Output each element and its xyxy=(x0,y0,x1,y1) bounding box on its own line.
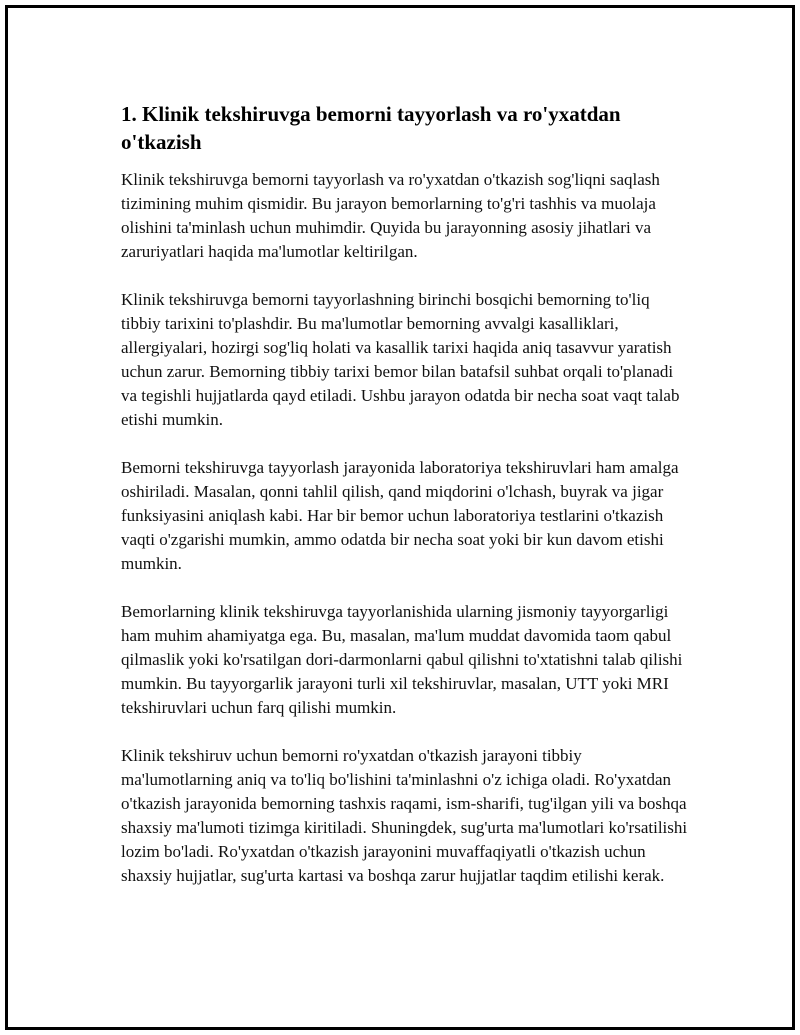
paragraph-4: Bemorlarning klinik tekshiruvga tayyorlanishida ularning jismoniy tayyorgarligi ham muhim ahamiyatga ega. Bu, masalan, ma'lum muddat davomida taom qabul qilmaslik yoki ko'rsatilgan dori-darmonlarni qabul qilishni to'xtatishni talab qilishi mumkin. Bu tayyorgarlik jarayoni turli xil tekshiruvlar, masalan, UTT yoki MRI tekshiruvlari uchun farq qilishi mumkin. xyxy=(121,602,683,717)
paragraph-5: Klinik tekshiruv uchun bemorni ro'yxatdan o'tkazish jarayoni tibbiy ma'lumotlarning aniq va to'liq bo'lishini ta'minlashni o'z ichiga oladi. Ro'yxatdan o'tkazish jarayonida bemorning tashxis raqami, ism-sharifi, tug'ilgan yili va boshqa shaxsiy ma'lumoti tizimga kiritiladi. Shuningdek, sug'urta ma'lumotlari ko'rsatilishi lozim bo'ladi. Ro'yxatdan o'tkazish jarayonini muvaffaqiyatli o'tkazish uchun shaxsiy hujjatlar, sug'urta kartasi va boshqa zarur hujjatlar taqdim etilishi kerak. xyxy=(121,746,688,885)
paragraph-1: Klinik tekshiruvga bemorni tayyorlash va ro'yxatdan o'tkazish sog'liqni saqlash tizimining muhim qismidir. Bu jarayon bemorlarning to'g'ri tashhis va muolaja olishini ta'minlash uchun muhimdir. Quyida bu jarayonning asosiy jihatlari va zaruriyatlari haqida ma'lumotlar keltirilgan. xyxy=(121,170,660,261)
paragraph-2: Klinik tekshiruvga bemorni tayyorlashning birinchi bosqichi bemorning to'liq tibbiy tarixini to'plashdir. Bu ma'lumotlar bemorning avvalgi kasalliklari, allergiyalari, hozirgi sog'liq holati va kasallik tarixi haqida aniq tasavvur yaratish uchun zarur. Bemorning tibbiy tarixi bemor bilan batafsil suhbat orqali to'planadi va tegishli hujjatlarda qayd etiladi. Ushbu jarayon odatda bir necha soat vaqt talab etishi mumkin. xyxy=(121,290,680,429)
page-frame xyxy=(5,5,795,1030)
document-body xyxy=(121,100,693,912)
paragraph-3: Bemorni tekshiruvga tayyorlash jarayonida laboratoriya tekshiruvlari ham amalga oshiriladi. Masalan, qonni tahlil qilish, qand miqdorini o'lchash, buyrak va jigar funksiyasini aniqlash kabi. Har bir bemor uchun laboratoriya testlarini o'tkazish vaqti o'zgarishi mumkin, ammo odatda bir necha soat yoki bir kun davom etishi mumkin. xyxy=(121,458,679,573)
section-heading: 1. Klinik tekshiruvga bemorni tayyorlash va ro'yxatdan o'tkazish xyxy=(121,102,621,154)
